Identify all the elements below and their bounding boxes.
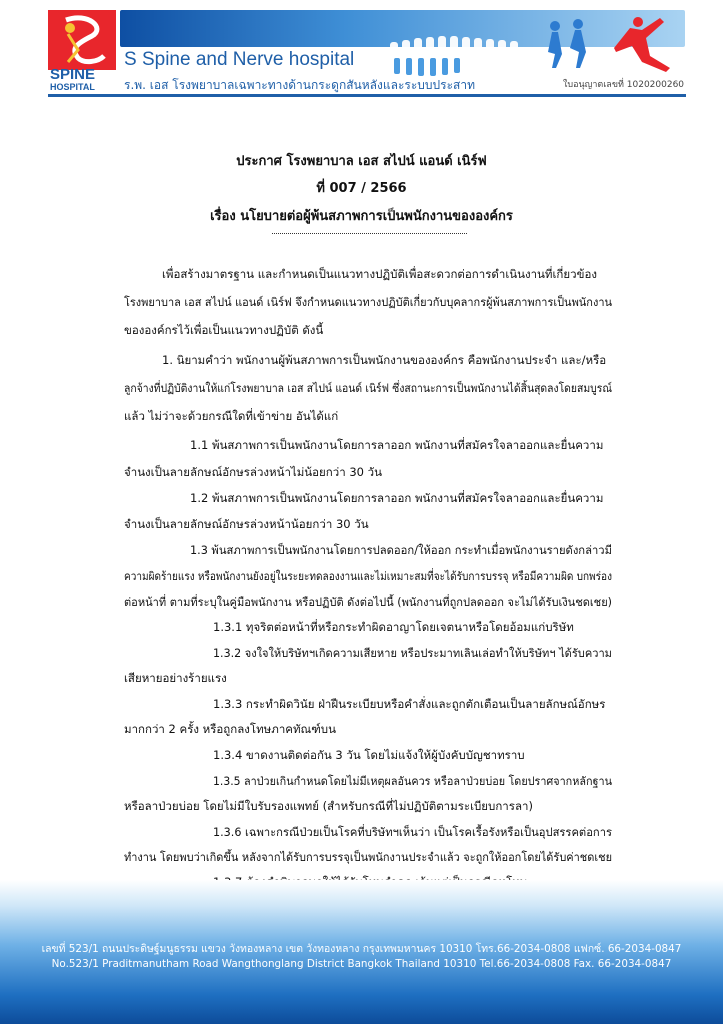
intro-line: เพื่อสร้างมาตรฐาน และกำหนดเป็นแนวทางปฏิบัติเพื่อสะดวกต่อการดำเนินงานที่เกี่ยวข้อง	[162, 267, 597, 281]
section-1-1-line: 1.1 พ้นสภาพการเป็นพนักงานโดยการลาออก พนักงานที่สมัครใจลาออกและยื่นความ	[190, 438, 604, 452]
clause-1-3-3-line: 1.3.3 กระทำผิดวินัย ฝ่าฝืนระเบียบหรือคำสั่งและถูกตักเตือนเป็นลายลักษณ์อักษร	[213, 697, 606, 711]
footer-address-th: เลขที่ 523/1 ถนนประดิษฐ์มนูธรรม แขวง วังทองหลาง เขต วังทองหลาง กรุงเทพมหานคร 10310 โทร.66-2034-0808 แฟกซ์. 66-2034-0847	[41, 943, 682, 955]
clause-1-3-2-line: เสียหายอย่างร้ายแรง	[124, 671, 227, 685]
clause-1-3-6-line: 1.3.6 เฉพาะกรณีป่วยเป็นโรคที่บริษัทฯเห็นว่า เป็นโรคเรื้อรังหรือเป็นอุปสรรคต่อการ	[213, 825, 612, 839]
clause-1-3-6-line: ทำงาน โดยพบว่าเกิดขึ้น หลังจากได้รับการบรรจุเป็นพนักงานประจำแล้ว จะถูกให้ออกโดยได้รับค่าชดเชย	[124, 850, 612, 864]
intro-line: ขององค์กรไว้เพื่อเป็นแนวทางปฏิบัติ ดังนี้	[124, 323, 324, 337]
footer-banner	[0, 880, 723, 1024]
announcement-number: ที่ 007 / 2566	[316, 181, 407, 196]
intro-line: โรงพยาบาล เอส สไปน์ แอนด์ เนิร์ฟ จึงกำหนดแนวทางปฏิบัติเกี่ยวกับบุคลากรผู้พ้นสภาพการเป็นพนักงาน	[124, 295, 612, 309]
hospital-name-th: ร.พ. เอส โรงพยาบาลเฉพาะทางด้านกระดูกสันหลังและระบบประสาท	[124, 78, 475, 92]
section-1-line: ลูกจ้างที่ปฏิบัติงานให้แก่โรงพยาบาล เอส สไปน์ แอนด์ เนิร์ฟ ซึ่งสถานะการเป็นพนักงานได้สิ้นสุดลงโดยสมบูรณ์	[124, 381, 612, 395]
hospital-name-en: S Spine and Nerve hospital	[124, 49, 355, 70]
header-divider	[48, 94, 686, 97]
section-1-1-line: จำนงเป็นลายลักษณ์อักษรล่วงหน้าไม่น้อยกว่า 30 วัน	[124, 465, 382, 479]
announcement-title: ประกาศ โรงพยาบาล เอส สไปน์ แอนด์ เนิร์ฟ	[236, 154, 487, 169]
logo-text: SPINE	[50, 66, 96, 83]
license-number: ใบอนุญาตเลขที่ 1020200260	[563, 80, 685, 90]
clause-1-3-5-line: หรือลาป่วยบ่อย โดยไม่มีใบรับรองแพทย์ (สำหรับกรณีที่ไม่ปฏิบัติตามระเบียบการลา)	[124, 799, 533, 813]
hospital-logo	[48, 10, 116, 92]
section-1-2-line: จำนงเป็นลายลักษณ์อักษรล่วงหน้าน้อยกว่า 30 วัน	[124, 517, 369, 531]
clause-1-3-3-line: มากกว่า 2 ครั้ง หรือถูกลงโทษภาคทัณฑ์บน	[124, 722, 336, 736]
section-1-line: แล้ว ไม่ว่าจะด้วยกรณีใดที่เข้าข่าย อันได้แก่	[124, 409, 339, 423]
section-1-2-line: 1.2 พ้นสภาพการเป็นพนักงานโดยการลาออก พนักงานที่สมัครใจลาออกและยื่นความ	[190, 491, 604, 505]
clause-1-3-5-line: 1.3.5 ลาป่วยเกินกำหนดโดยไม่มีเหตุผลอันควร หรือลาป่วยบ่อย โดยปราศจากหลักฐาน	[213, 774, 612, 788]
title-divider	[272, 233, 467, 234]
spine-graphic	[380, 12, 680, 82]
announcement-subject: เรื่อง นโยบายต่อผู้พ้นสภาพการเป็นพนักงานขององค์กร	[210, 209, 513, 224]
footer-address-en: No.523/1 Praditmanutham Road Wangthonglang District Bangkok Thailand 10310 Tel.66-2034-0808 Fax. 66-2034-0847	[51, 958, 672, 970]
logo-subtext: HOSPITAL	[50, 82, 95, 92]
clause-1-3-1: 1.3.1 ทุจริตต่อหน้าที่หรือกระทำผิดอาญาโดยเจตนาหรือโดยอ้อมแก่บริษัท	[213, 620, 574, 634]
clause-1-3-2-line: 1.3.2 จงใจให้บริษัทฯเกิดความเสียหาย หรือประมาทเลินเล่อทำให้บริษัทฯ ได้รับความ	[213, 646, 612, 660]
section-1-3-line: 1.3 พ้นสภาพการเป็นพนักงานโดยการปลดออก/ให้ออก กระทำเมื่อพนักงานรายดังกล่าวมี	[190, 543, 612, 557]
section-1-line: 1. นิยามคำว่า พนักงานผู้พ้นสภาพการเป็นพนักงานขององค์กร คือพนักงานประจำ และ/หรือ	[162, 353, 607, 367]
section-1-3-line: ต่อหน้าที่ ตามที่ระบุในคู่มือพนักงาน หรือปฏิบัติ ดังต่อไปนี้ (พนักงานที่ถูกปลดออก จะไม่ได้รับเงินชดเชย)	[124, 595, 612, 609]
clause-1-3-4: 1.3.4 ขาดงานติดต่อกัน 3 วัน โดยไม่แจ้งให้ผู้บังคับบัญชาทราบ	[213, 748, 525, 762]
section-1-3-line: ความผิดร้ายแรง หรือพนักงานยังอยู่ในระยะทดลองงานและไม่เหมาะสมที่จะได้รับการบรรจุ หรือมีความผิด บกพร่อง	[124, 569, 612, 583]
